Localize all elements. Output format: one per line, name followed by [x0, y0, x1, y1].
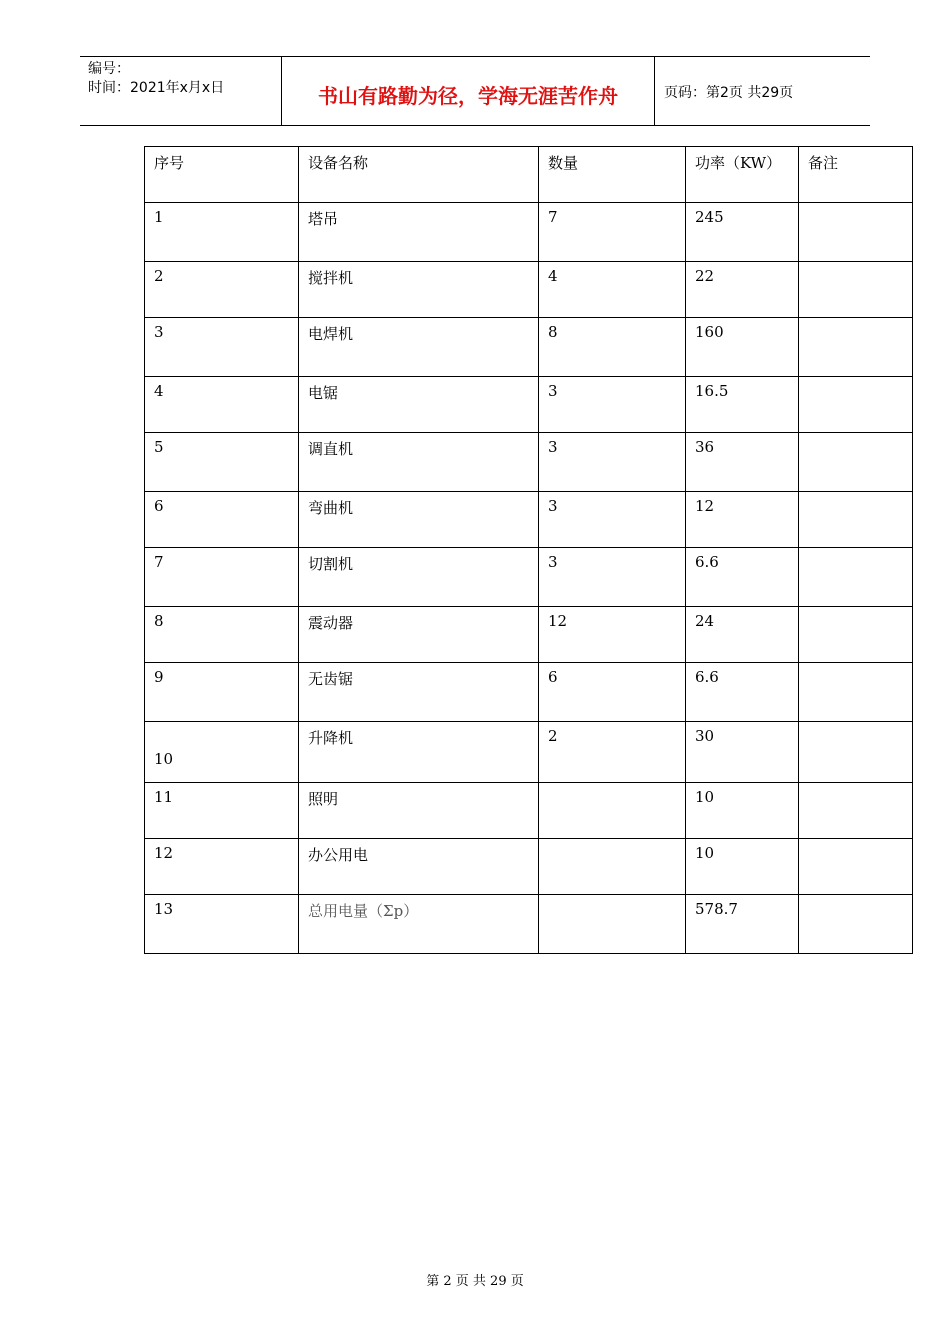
- cell-power: 30: [686, 722, 799, 783]
- table-row: [145, 722, 913, 783]
- cell-name: 电锯: [299, 377, 539, 433]
- cell-name: 搅拌机: [299, 262, 539, 318]
- cell-name: 切割机: [299, 548, 539, 607]
- table-row: [145, 548, 913, 607]
- cell-name: 无齿锯: [299, 663, 539, 722]
- cell-name: 塔吊: [299, 203, 539, 262]
- cell-power: 10: [686, 783, 799, 839]
- table-row: [145, 318, 913, 377]
- table-row: [145, 262, 913, 318]
- cell-quantity: 4: [539, 262, 686, 318]
- header-cell-note: 备注: [799, 147, 913, 203]
- time-label: 时间：2021年x月x日: [88, 80, 225, 96]
- header-motto-cell: [282, 57, 655, 125]
- header-cell-index: 序号: [145, 147, 299, 203]
- table-row: [145, 203, 913, 262]
- table-row: [145, 607, 913, 663]
- cell-quantity: [539, 783, 686, 839]
- table-header-row: [145, 147, 913, 203]
- cell-index: 12: [145, 839, 299, 895]
- cell-quantity: 3: [539, 377, 686, 433]
- page-info: 页码：第2页 共29页: [664, 85, 794, 101]
- cell-power: 245: [686, 203, 799, 262]
- cell-note: [799, 722, 913, 783]
- cell-name: 升降机: [299, 722, 539, 783]
- header-cell-name: 设备名称: [299, 147, 539, 203]
- cell-power: 160: [686, 318, 799, 377]
- cell-power: 24: [686, 607, 799, 663]
- cell-power: 12: [686, 492, 799, 548]
- cell-index: 8: [145, 607, 299, 663]
- cell-note: [799, 783, 913, 839]
- cell-index: 11: [145, 783, 299, 839]
- cell-quantity: [539, 895, 686, 954]
- cell-index: 4: [145, 377, 299, 433]
- cell-index: 9: [145, 663, 299, 722]
- cell-note: [799, 203, 913, 262]
- cell-name: 电焊机: [299, 318, 539, 377]
- cell-note: [799, 492, 913, 548]
- table-row: [145, 783, 913, 839]
- page-header: [80, 56, 870, 126]
- cell-index: 13: [145, 895, 299, 954]
- cell-power: 10: [686, 839, 799, 895]
- cell-name: 弯曲机: [299, 492, 539, 548]
- cell-name: 总用电量（Σp）: [299, 895, 539, 954]
- cell-index: 10: [145, 722, 299, 783]
- cell-note: [799, 377, 913, 433]
- table-row: [145, 839, 913, 895]
- cell-quantity: 3: [539, 492, 686, 548]
- cell-note: [799, 607, 913, 663]
- cell-index: 5: [145, 433, 299, 492]
- cell-quantity: 7: [539, 203, 686, 262]
- cell-note: [799, 433, 913, 492]
- cell-power: 6.6: [686, 663, 799, 722]
- table-row: [145, 492, 913, 548]
- cell-quantity: 8: [539, 318, 686, 377]
- motto-text: 书山有路勤为径，学海无涯苦作舟: [318, 84, 618, 108]
- page-footer: 第 2 页 共 29 页: [426, 1274, 524, 1289]
- header-cell-quantity: 数量: [539, 147, 686, 203]
- cell-index: 3: [145, 318, 299, 377]
- cell-power: 16.5: [686, 377, 799, 433]
- cell-note: [799, 663, 913, 722]
- cell-power: 22: [686, 262, 799, 318]
- header-cell-power: 功率（KW）: [686, 147, 799, 203]
- cell-index: 1: [145, 203, 299, 262]
- cell-index: 2: [145, 262, 299, 318]
- table-row: [145, 663, 913, 722]
- cell-note: [799, 895, 913, 954]
- cell-quantity: 6: [539, 663, 686, 722]
- table-row: [145, 433, 913, 492]
- equipment-power-table: [144, 146, 913, 954]
- cell-note: [799, 318, 913, 377]
- cell-quantity: 12: [539, 607, 686, 663]
- cell-quantity: 3: [539, 548, 686, 607]
- cell-quantity: 3: [539, 433, 686, 492]
- cell-quantity: [539, 839, 686, 895]
- cell-power: 578.7: [686, 895, 799, 954]
- cell-power: 36: [686, 433, 799, 492]
- table-row: [145, 377, 913, 433]
- cell-name: 办公用电: [299, 839, 539, 895]
- cell-power: 6.6: [686, 548, 799, 607]
- cell-index: 6: [145, 492, 299, 548]
- cell-index: 7: [145, 548, 299, 607]
- header-meta: [80, 57, 282, 125]
- cell-name: 照明: [299, 783, 539, 839]
- cell-note: [799, 839, 913, 895]
- cell-quantity: 2: [539, 722, 686, 783]
- cell-name: 震动器: [299, 607, 539, 663]
- cell-note: [799, 262, 913, 318]
- table-row-total: [145, 895, 913, 954]
- cell-note: [799, 548, 913, 607]
- number-label: 编号：: [88, 61, 130, 77]
- cell-name: 调直机: [299, 433, 539, 492]
